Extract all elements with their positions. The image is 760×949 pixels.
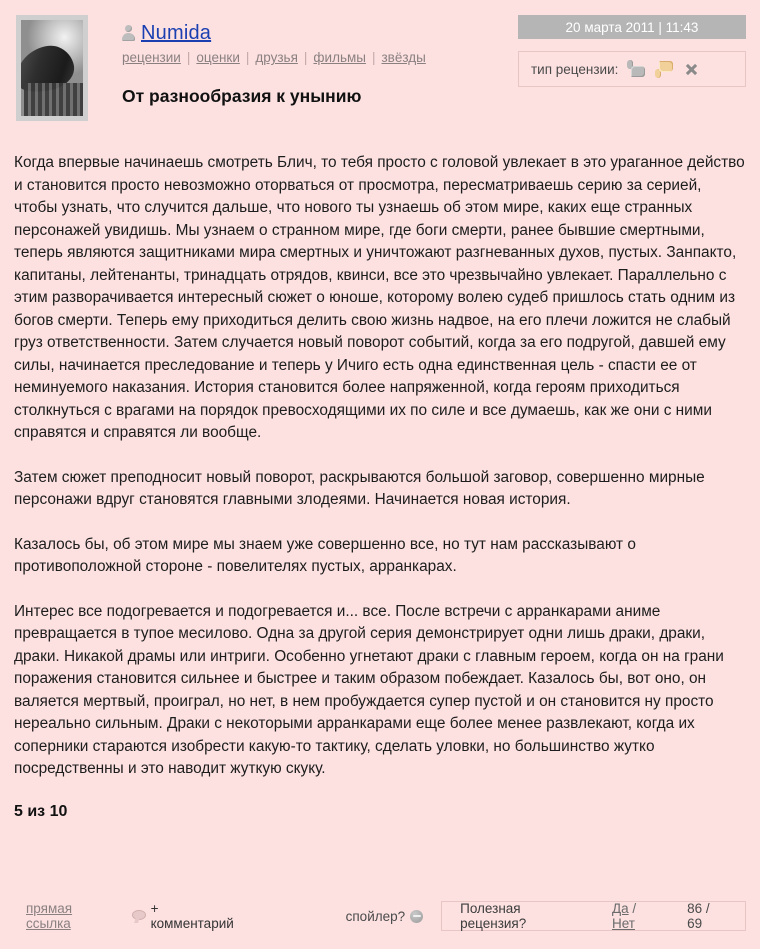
review-score: 5 из 10 [14,802,68,820]
useful-vote-box [441,901,746,931]
add-comment-action[interactable] [132,901,243,931]
nav-separator: | [186,50,191,65]
review-footer [0,901,760,931]
username-link[interactable]: Numida [141,21,212,44]
thumbs-up-icon[interactable] [627,60,646,78]
spoiler-toggle-icon[interactable] [410,910,423,923]
vote-yes-button[interactable]: Да [611,901,629,916]
sidebar-item-friends[interactable]: друзья [255,50,298,65]
spoiler-toggle[interactable] [346,909,424,924]
sidebar-item-reviews[interactable]: рецензии [122,50,181,65]
review-paragraph: Когда впервые начинаешь смотреть Блич, то тебя просто с головой увлекает в это ураганное действо и становится просто невозможно оторваться от просмотра, пересматриваешь серию за серией, чтобы узнать, что случится дальше, что нового ты узнаешь об этом мире, каких еще странных персонажей увидишь. Мы узнаем о странном мире, где боги смерти, ранее бывшие смертными, теперь являются защитниками мира смертных и уничтожают разгневанных духов, пустых. Занпакто, капитаны, лейтенанты, тринадцать отрядов, квинси, все это чрезвычайно увлекает. Параллельно с этим разворачивается интересный сюжет о юноше, которому волею судеб пришлось стать одним из богов смерти. Теперь ему приходиться делить свою жизнь надвое, на его плечи ложится не слабый груз ответственности. Затем случается новый поворот событий, когда за его подругой, давшей ему силы, начинается преследование и теперь у Ичиго есть одна единственная цель - спасти ее от неминуемого наказания. История становится более напряженной, когда героям приходиться столкнуться с врагами на порядок превосходящими их по силе и все думаешь, как же они с ними справятся и справятся ли вообще. [14,154,745,441]
review-date: 20 марта 2011 | 11:43 [518,15,746,39]
spoiler-label: спойлер? [345,908,406,924]
review-paragraph: Затем сюжет преподносит новый поворот, раскрываются большой заговор, совершенно мирные персонажи вдруг становятся главными злодеями. Начинается новая история. [14,468,705,508]
vote-counts: 86 / 69 [687,901,710,931]
review-type-panel [518,51,746,87]
nav-separator: | [371,50,376,65]
useful-question-label: Полезная рецензия? [460,901,527,931]
close-x-icon[interactable] [685,63,698,76]
thumbs-down-icon[interactable] [655,60,674,78]
sidebar-item-films[interactable]: фильмы [313,50,366,65]
review-paragraph: Казалось бы, об этом мире мы знаем уже совершенно все, но тут нам рассказывают о противоположной стороне - повелителях пустых, арранкарах. [14,535,636,575]
review-body [0,152,760,781]
review-paragraph: Интерес все подогревается и подогревается и... все. После встречи с арранкарами аниме превращается в тупое месилово. Одна за другой серия демонстрирует одни лишь драки, драки, драки. Никакой драмы или интриги. Особенно угнетают драки с главным героем, когда он на грани поражения становится сильнее и быстрее и таким образом побеждает. Казалось бы, вот оно, он валяется мертвый, проиграл, но нет, в нем пробуждается супер пустой и он становится ну просто нереально сильным. Драки с некоторыми арранкарами еще более менее развлекают, когда их соперники стараются изобрести какую-то тактику, сделать уловки, но большинство жутко посредственны и это наводит жуткую скуку. [14,602,724,777]
review-header [0,0,760,130]
review-type-label: тип рецензии: [531,61,619,77]
vote-divider: / [632,901,637,916]
user-silhouette-icon [122,25,135,41]
comment-bubble-icon [132,910,146,923]
add-comment-label: + комментарий [150,901,234,931]
nav-separator: | [303,50,308,65]
nav-separator: | [245,50,250,65]
avatar-image [21,20,83,116]
vote-no-button[interactable]: Нет [611,916,635,931]
sidebar-item-stars[interactable]: звёзды [381,50,426,65]
vote-links [612,901,661,931]
sidebar-item-ratings[interactable]: оценки [196,50,240,65]
page-title: От разнообразия к унынию [122,86,362,106]
permalink-link[interactable]: прямая ссылка [26,901,73,931]
avatar[interactable] [16,15,88,121]
